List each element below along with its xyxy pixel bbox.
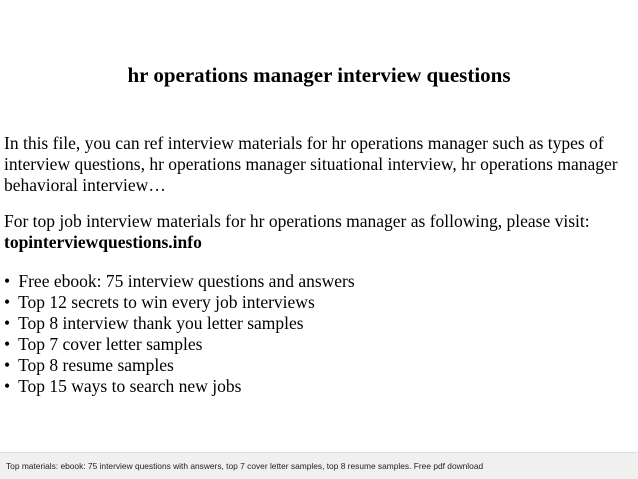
list-item bbox=[4, 355, 634, 376]
footer-text: Top materials: ebook: 75 interview questions with answers, top 7 cover letter samples, top 8 resume samples. Free pdf download bbox=[6, 461, 484, 471]
list-item bbox=[4, 313, 634, 334]
page-title: hr operations manager interview questions bbox=[127, 63, 511, 87]
list-item-text: Top 15 ways to search new jobs bbox=[18, 376, 242, 396]
bullet-icon: • bbox=[4, 334, 11, 354]
bullet-icon: • bbox=[4, 271, 11, 291]
list-item-text: Top 12 secrets to win every job interviews bbox=[18, 292, 315, 312]
list-item-text: Top 8 interview thank you letter samples bbox=[18, 313, 304, 333]
list-item bbox=[4, 271, 634, 292]
bullet-icon: • bbox=[4, 292, 11, 312]
list-item bbox=[4, 334, 634, 355]
intro-paragraph: In this file, you can ref interview materials for hr operations manager such as types of interview questions, hr operations manager situational interview, hr operations manager behavioral interview… bbox=[4, 133, 618, 195]
bullet-icon: • bbox=[4, 355, 11, 375]
list-item-text: Free ebook: 75 interview questions and answers bbox=[18, 271, 355, 291]
footer-bar bbox=[0, 452, 638, 479]
bullet-icon: • bbox=[4, 313, 11, 333]
site-link[interactable]: topinterviewquestions.info bbox=[4, 232, 202, 252]
visit-text: For top job interview materials for hr operations manager as following, please visit: bbox=[4, 211, 590, 231]
list-item-text: Top 7 cover letter samples bbox=[18, 334, 203, 354]
resource-list bbox=[4, 271, 634, 397]
visit-paragraph bbox=[4, 211, 634, 253]
list-item bbox=[4, 292, 634, 313]
bullet-icon: • bbox=[4, 376, 11, 396]
list-item-text: Top 8 resume samples bbox=[18, 355, 174, 375]
list-item bbox=[4, 376, 634, 397]
